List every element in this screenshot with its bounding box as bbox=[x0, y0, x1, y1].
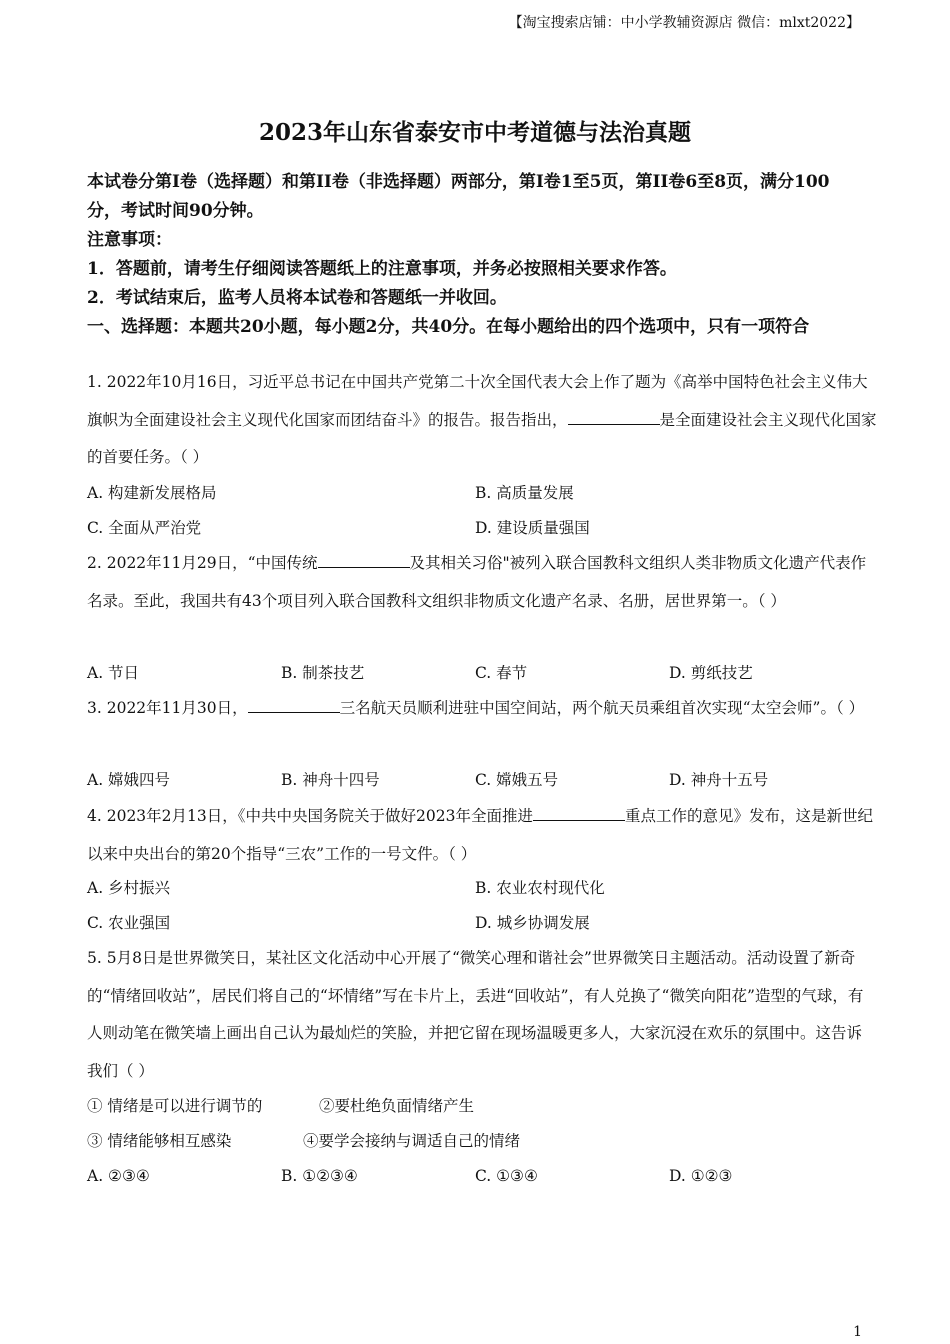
question-1 bbox=[87, 364, 877, 477]
statement-2: ②要杜绝负面情绪产生 bbox=[319, 1097, 475, 1115]
page-title: 2023年山东省泰安市中考道德与法治真题 bbox=[258, 119, 691, 146]
instruction-line: 1．答题前，请考生仔细阅读答题纸上的注意事项，并务必按照相关要求作答。 bbox=[87, 259, 677, 279]
answer-blank bbox=[568, 410, 660, 425]
question-5-statements bbox=[87, 1089, 877, 1124]
option-c: C. ①③④ bbox=[475, 1167, 538, 1185]
statement-3: ③ 情绪能够相互感染 bbox=[87, 1132, 232, 1150]
question-5-statements bbox=[87, 1124, 877, 1159]
question-text: 1. 2022年10月16日，习近平总书记在中国共产党第二十次全国代表大会上作了题为《高举中国特色社会主义伟大旗帜为全面建设社会主义现代化国家而团结奋斗》的报告。报告指出， bbox=[87, 373, 868, 429]
answer-blank bbox=[318, 553, 410, 568]
option-b: B. 神舟十四号 bbox=[281, 771, 380, 789]
question-4-options bbox=[87, 871, 877, 906]
question-2-options bbox=[87, 656, 877, 691]
answer-blank bbox=[533, 806, 625, 821]
page-number: 1 bbox=[853, 1324, 862, 1340]
option-d: D. 建设质量强国 bbox=[475, 519, 590, 537]
instruction-line: 注意事项： bbox=[87, 230, 172, 250]
question-text: 三名航天员顺利进驻中国空间站，两个航天员乘组首次实现“太空会师”。（ ） bbox=[339, 699, 865, 717]
option-d: D. ①②③ bbox=[669, 1167, 733, 1185]
option-b: B. 农业农村现代化 bbox=[475, 879, 605, 897]
option-b: B. 制茶技艺 bbox=[281, 664, 365, 682]
option-c: C. 嫦娥五号 bbox=[475, 771, 559, 789]
option-a: A. 节日 bbox=[87, 664, 140, 682]
question-text: 4. 2023年2月13日，《中共中央国务院关于做好2023年全面推进 bbox=[87, 807, 533, 825]
instruction-line: 2．考试结束后，监考人员将本试卷和答题纸一并收回。 bbox=[87, 288, 507, 308]
option-c: C. 农业强国 bbox=[87, 914, 171, 932]
option-c: C. 全面从严治党 bbox=[87, 519, 202, 537]
answer-blank bbox=[248, 698, 340, 713]
question-4 bbox=[87, 798, 877, 873]
statement-4: ④要学会接纳与调适自己的情绪 bbox=[303, 1132, 521, 1150]
option-a: A. 乡村振兴 bbox=[87, 879, 171, 897]
option-b: B. ①②③④ bbox=[281, 1167, 358, 1185]
page-header: 【淘宝搜索店铺：中小学教辅资源店 微信：mlxt2022】 bbox=[508, 15, 860, 31]
question-5-options bbox=[87, 1159, 877, 1194]
question-text: 2. 2022年11月29日，“中国传统 bbox=[87, 554, 318, 572]
exam-instructions bbox=[87, 168, 862, 342]
question-5 bbox=[87, 940, 877, 1090]
option-d: D. 神舟十五号 bbox=[669, 771, 769, 789]
question-text: 是全面建设社会主义现代化国家的首要任务。（ ） bbox=[87, 410, 877, 466]
question-3-options bbox=[87, 763, 877, 798]
option-d: D. 剪纸技艺 bbox=[669, 664, 753, 682]
question-text: 3. 2022年11月30日， bbox=[87, 699, 248, 717]
question-text: 重点工作的意见》发布，这是新世纪以来中央出台的第20个指导“三农”工作的一号文件。（ ） bbox=[87, 807, 873, 863]
option-d: D. 城乡协调发展 bbox=[475, 914, 590, 932]
question-4-options bbox=[87, 906, 877, 941]
option-c: C. 春节 bbox=[475, 664, 528, 682]
question-2 bbox=[87, 545, 877, 620]
question-1-options bbox=[87, 476, 877, 511]
instruction-line: 本试卷分第Ⅰ卷（选择题）和第II卷（非选择题）两部分，第I卷1至5页，第II卷6至8页，满分100分，考试时间90分钟。 bbox=[87, 172, 830, 221]
option-a: A. 嫦娥四号 bbox=[87, 771, 171, 789]
question-text: 及其相关习俗"被列入联合国教科文组织人类非物质文化遗产代表作名录。至此，我国共有43个项目列入联合国教科文组织非物质文化遗产名录、名册，居世界第一。（ ） bbox=[87, 554, 867, 610]
option-b: B. 高质量发展 bbox=[475, 484, 574, 502]
instruction-line: 一、选择题：本题共20小题，每小题2分，共40分。在每小题给出的四个选项中，只有一项符合 bbox=[87, 317, 810, 337]
option-a: A. 构建新发展格局 bbox=[87, 484, 217, 502]
question-3 bbox=[87, 690, 877, 728]
statement-1: ① 情绪是可以进行调节的 bbox=[87, 1097, 263, 1115]
option-a: A. ②③④ bbox=[87, 1167, 150, 1185]
question-text: 5. 5月8日是世界微笑日，某社区文化活动中心开展了“微笑心理和谐社会”世界微笑日主题活动。活动设置了新奇的“情绪回收站”，居民们将自己的“坏情绪”写在卡片上，丢进“回收站”，有人兑换了“微笑向阳花”造型的气球，有人则动笔在微笑墙上画出自己认为最灿烂的笑脸，并把它留在现场温暖更多人，大家沉浸在欢乐的氛围中。这告诉我们（ ） bbox=[87, 949, 864, 1080]
question-1-options bbox=[87, 511, 877, 546]
